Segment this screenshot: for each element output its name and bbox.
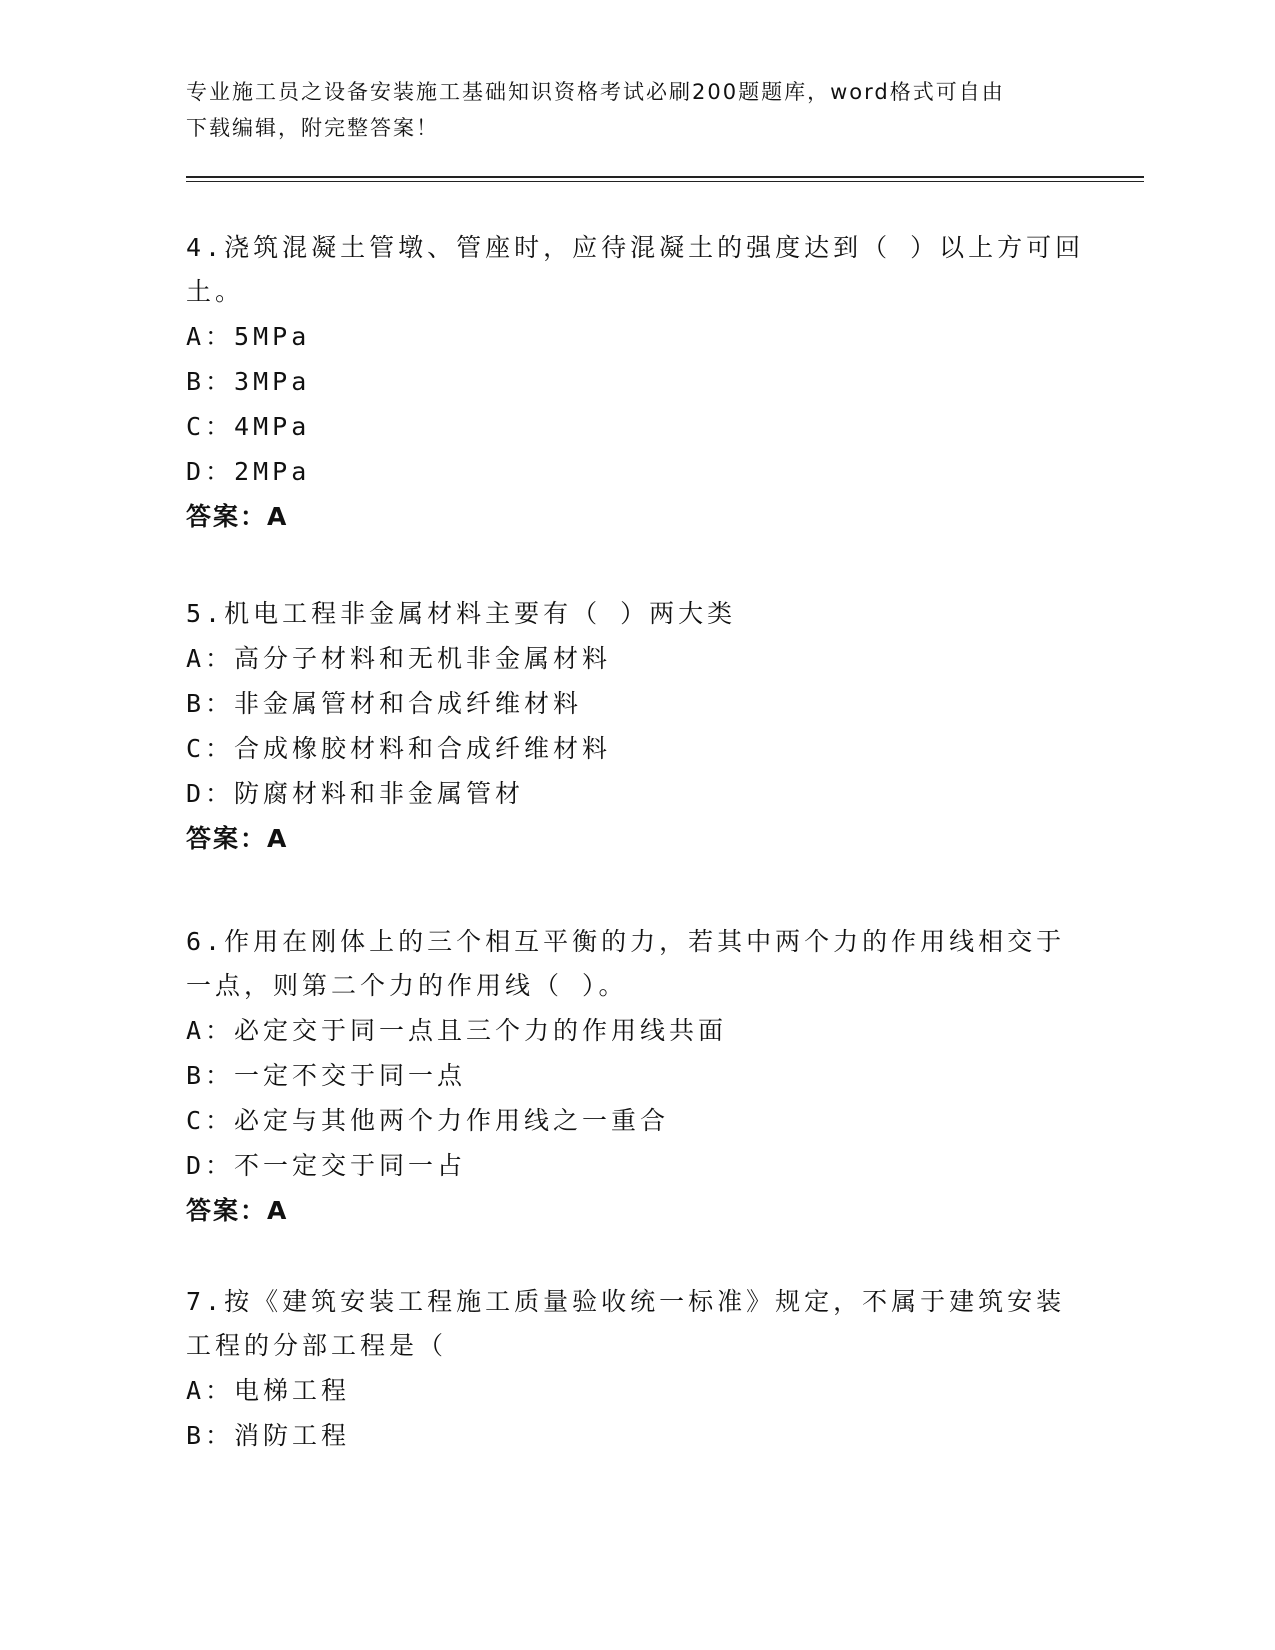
option-a: A：高分子材料和无机非金属材料: [186, 644, 612, 673]
question-block: [186, 1280, 1086, 1458]
option-b: B：3MPa: [186, 367, 311, 396]
question-text: 7.按《建筑安装工程施工质量验收统一标准》规定，不属于建筑安装: [186, 1287, 1066, 1316]
question-text-continued: 土。: [186, 277, 245, 306]
option-b: B：非金属管材和合成纤维材料: [186, 689, 583, 718]
option-d: D：不一定交于同一占: [186, 1151, 467, 1180]
answer-line: 答案：A: [186, 824, 289, 853]
option-c: C：必定与其他两个力作用线之一重合: [186, 1106, 670, 1135]
option-b: B：一定不交于同一点: [186, 1061, 467, 1090]
header-divider-thin: [186, 181, 1144, 182]
option-b: B：消防工程: [186, 1421, 351, 1450]
option-a: A：电梯工程: [186, 1376, 351, 1405]
question-text: 5.机电工程非金属材料主要有（ ）两大类: [186, 599, 737, 628]
option-a: A：5MPa: [186, 322, 311, 351]
option-a: A：必定交于同一点且三个力的作用线共面: [186, 1016, 728, 1045]
question-block: [186, 226, 1086, 539]
option-d: D：防腐材料和非金属管材: [186, 779, 525, 808]
option-c: C：4MPa: [186, 412, 311, 441]
answer-line: 答案：A: [186, 1196, 289, 1225]
header-line-2: 下载编辑，附完整答案！: [186, 116, 439, 140]
document-header: [186, 74, 1066, 146]
question-text: 4.浇筑混凝土管墩、管座时，应待混凝土的强度达到（ ）以上方可回: [186, 233, 1085, 262]
question-text-continued: 一点，则第二个力的作用线（ ）。: [186, 971, 628, 1000]
answer-line: 答案：A: [186, 502, 289, 531]
question-block: [186, 592, 1086, 861]
header-line-1: 专业施工员之设备安装施工基础知识资格考试必刷200题题库，word格式可自由: [186, 80, 1005, 104]
question-block: [186, 920, 1086, 1233]
question-text-continued: 工程的分部工程是（: [186, 1331, 448, 1360]
question-text: 6.作用在刚体上的三个相互平衡的力，若其中两个力的作用线相交于: [186, 927, 1066, 956]
header-divider-thick: [186, 176, 1144, 178]
option-c: C：合成橡胶材料和合成纤维材料: [186, 734, 612, 763]
option-d: D：2MPa: [186, 457, 311, 486]
